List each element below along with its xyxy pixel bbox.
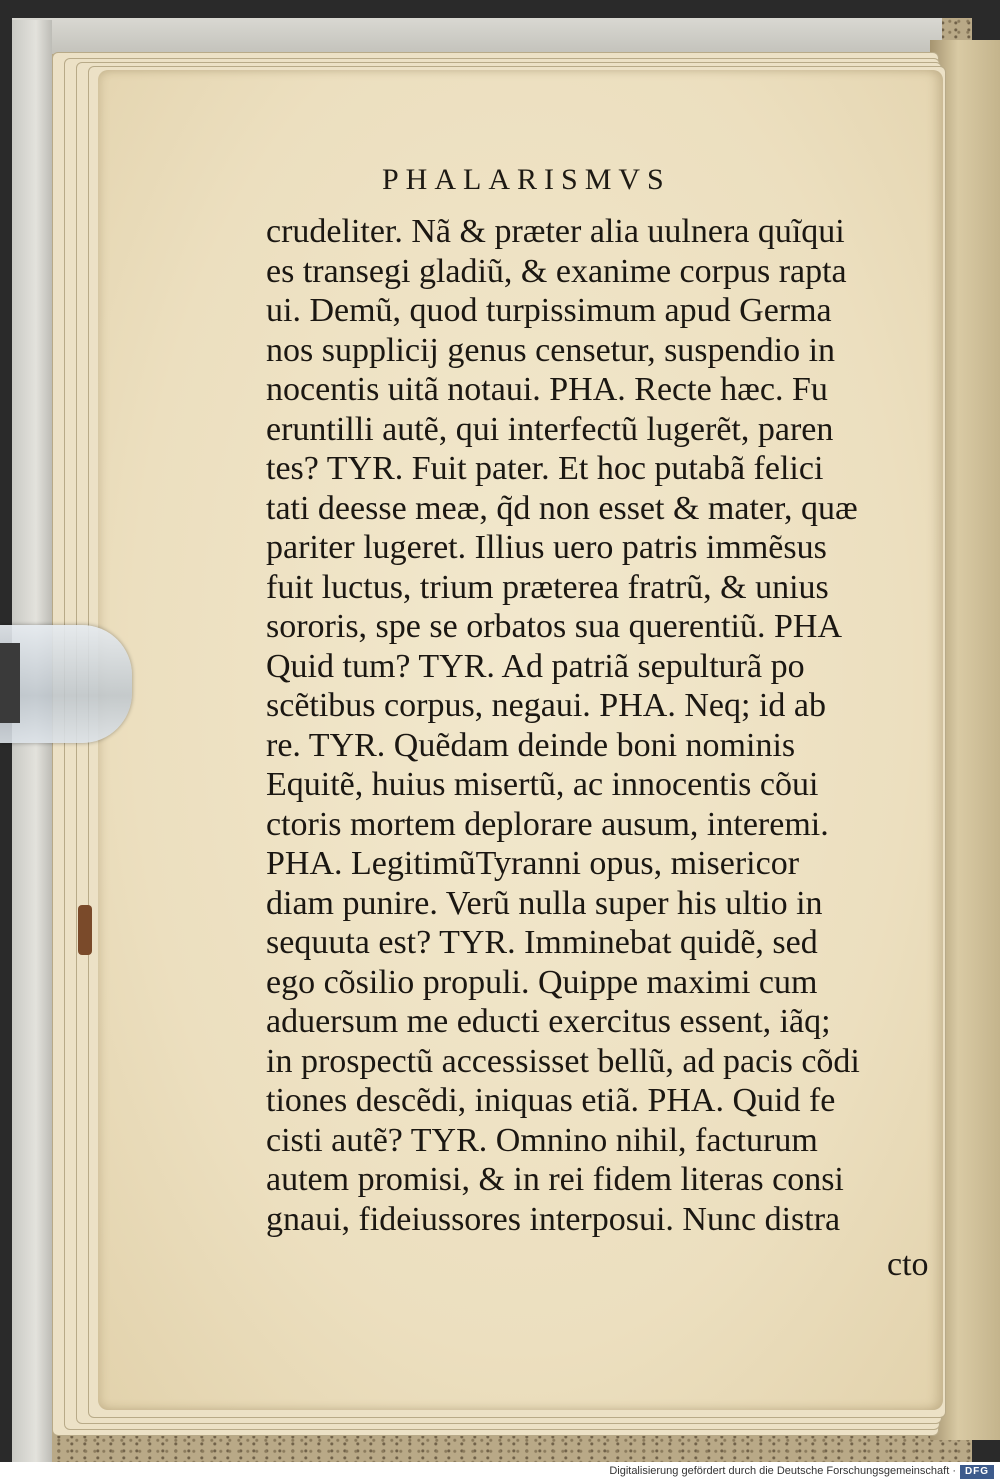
text-line: tiones descẽdi, iniquas etiã. PHA. Quid fe	[266, 1082, 836, 1119]
text-line: tes? TYR. Fuit pater. Et hoc putabã felici	[266, 450, 824, 487]
bookmark-tab	[78, 905, 92, 955]
text-line: in prospectũ accessisset bellũ, ad pacis cõdi	[266, 1042, 860, 1080]
text-line: es transegi gladiũ, & exanime corpus rapta	[266, 252, 847, 290]
wrapper-top	[12, 18, 942, 54]
text-line: autem promisi, & in rei fidem literas consi	[266, 1161, 844, 1198]
text-line: pariter lugeret. Illius uero patris immẽsus	[266, 529, 827, 566]
text-line: Equitẽ, huius misertũ, ac innocentis cõui	[266, 766, 819, 803]
text-line: nocentis uitã notaui. PHA. Recte hæc. Fu	[266, 371, 828, 408]
text-line: re. TYR. Quẽdam deinde boni nominis	[266, 726, 796, 764]
text-line: diam punire. Verũ nulla super his ultio in	[266, 884, 823, 922]
text-line: ctoris mortem deplorare ausum, interemi.	[266, 805, 829, 843]
footer-credit: Digitalisierung gefördert durch die Deutsche Forschungsgemeinschaft ·	[609, 1465, 956, 1477]
text-line: PHA. LegitimũTyranni opus, misericor	[266, 845, 800, 882]
dfg-logo-icon: DFG	[960, 1465, 994, 1479]
text-line: fuit luctus, trium præterea fratrũ, & unius	[266, 568, 829, 606]
text-line: tati deesse meæ, q̃d non esset & mater, quæ	[266, 489, 858, 527]
text-line: sororis, spe se orbatos sua querentiũ. PHA	[266, 608, 843, 645]
page-clip	[0, 625, 132, 743]
text-line: aduersum me educti exercitus essent, iãq;	[266, 1003, 831, 1040]
text-line: Quid tum? TYR. Ad patriã sepulturã po	[266, 647, 805, 685]
text-line: crudeliter. Nã & præter alia uulnera quĩqui	[266, 213, 845, 250]
text-line: sequuta est? TYR. Imminebat quidẽ, sed	[266, 924, 818, 961]
text-line: ui. Demũ, quod turpissimum apud Germa	[266, 292, 832, 329]
text-block	[266, 212, 938, 1239]
text-line: nos supplicij genus censetur, suspendio in	[266, 331, 836, 369]
text-line: cisti autẽ? TYR. Omnino nihil, facturum	[266, 1121, 818, 1159]
text-line: ego cõsilio propuli. Quippe maximi cum	[266, 963, 818, 1001]
footer-bar	[0, 1462, 1000, 1482]
running-head: PHALARISMVS	[382, 163, 671, 196]
text-line: scẽtibus corpus, negaui. PHA. Neq; id ab	[266, 687, 826, 724]
text-line: eruntilli autẽ, qui interfectũ lugerẽt, paren	[266, 410, 834, 448]
catchword: cto	[887, 1246, 929, 1283]
text-line: gnaui, fideiussores interposui. Nunc distra	[266, 1200, 841, 1238]
